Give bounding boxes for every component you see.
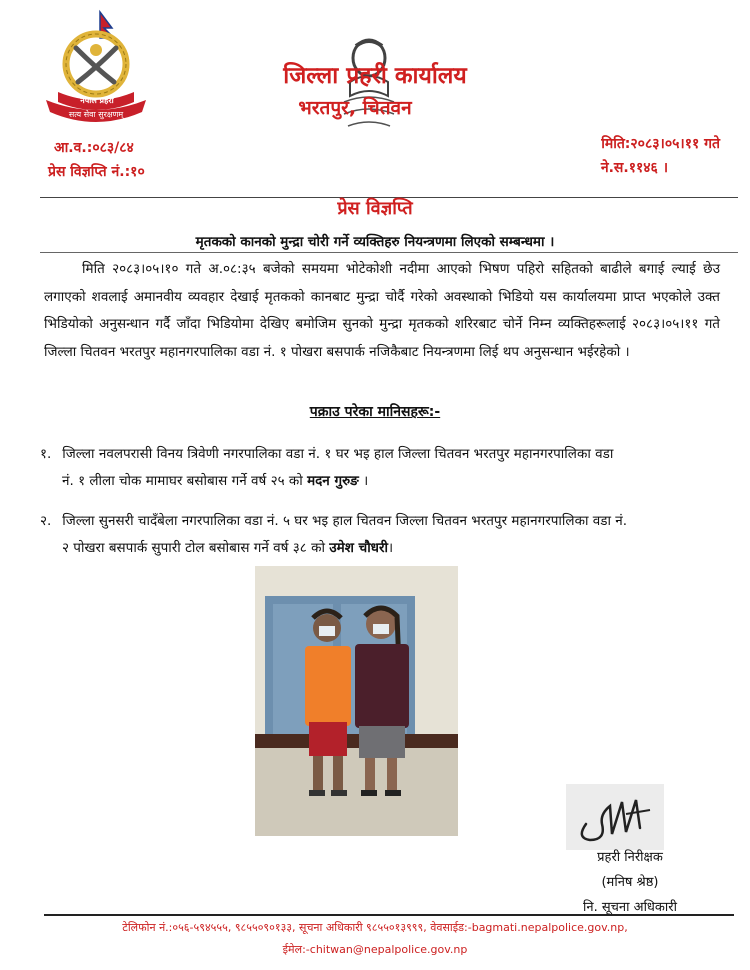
footer-email: ईमेल:-chitwan@nepalpolice.gov.np	[282, 943, 468, 956]
signatory-rank: प्रहरी निरीक्षक	[597, 850, 663, 865]
person-name: उमेश चौधरी	[329, 540, 389, 556]
office-location: भरतपुर, चितवन	[298, 97, 412, 119]
signatory-name: (मनिष श्रेष्ठ)	[601, 875, 659, 890]
release-subject: मृतकको कानको मुन्द्रा चोरी गर्ने व्यक्तिहरु नियन्त्रणमा लिएको सम्बन्धमा ।	[195, 234, 555, 250]
signature	[566, 784, 664, 850]
nepal-samvat-number: ने.स.११४६ ।	[600, 160, 668, 176]
person-address-line2: नं. १ लीला चोक मामाघर बसोबास गर्ने वर्ष २५ को	[62, 473, 308, 489]
office-title: जिल्ला प्रहरी कार्यालय	[283, 63, 467, 89]
subject-divider	[40, 252, 738, 253]
person-address-line1: जिल्ला सुनसरी चादँबेला नगरपालिका वडा नं. ५ घर भइ हाल चितवन जिल्ला चितवन भरतपुर महानगरपालिका वडा नं.	[62, 513, 628, 529]
arrested-persons-photo	[255, 566, 458, 836]
person-name: मदन गुरुङ	[307, 473, 359, 489]
person-end: ।	[363, 473, 369, 489]
release-body-text: मिति २०८३।०५।१० गते अ.०८:३५ बजेको समयमा भोटेकोशी नदीमा आएको भिषण पहिरो सहितको बाढीले बगाई ल्याई छेउ लगाएको शवलाई अमानवीय व्यवहार देखाई मृतकको कानबाट मुन्द्रा चोर्दै गरेको अवस्थाको भिडियो यस कार्यालयमा प्राप्त भएकोले उक्त भिडियोको अनुसन्धान गर्दै जाँदा भिडियोमा देखिए बमोजिम सुनको मुन्द्रा मृतकको शरिरबाट चोर्ने निम्न व्यक्तिहरूलाई २०८३।०५।११ गते जिल्ला चितवन भरतपुर महानगरपालिका वडा नं. १ पोखरा बसपार्क नजिकैबाट नियन्त्रणमा लिई थप अनुसन्धान भईरहेको ।	[44, 261, 720, 360]
arrested-person-2	[40, 508, 730, 562]
fiscal-year: आ.व.:०८३/८४	[54, 140, 134, 156]
arrested-heading: पक्राउ परेका मानिसहरू:-	[309, 404, 441, 420]
emblem-ribbon-text: नेपाल प्रहरी	[80, 96, 114, 105]
left-meta	[48, 136, 145, 184]
release-body	[44, 256, 720, 366]
arrested-person-1	[40, 441, 730, 495]
press-release-title: प्रेस विज्ञप्ति	[337, 198, 413, 219]
signatory-block	[560, 845, 700, 920]
signatory-role: नि. सूचना अधिकारी	[583, 900, 677, 915]
footer-contact: टेलिफोन नं.:०५६-५९४५५५, ९८५५०९०१३३, सूचना अधिकारी ९८५५०१३९९९, वेवसाईड:-bagmati.nepalpolice.gov.np,	[122, 921, 628, 934]
press-release-number: प्रेस विज्ञप्ति नं.:१०	[48, 164, 145, 180]
person-end: ।	[388, 540, 394, 556]
right-meta	[540, 132, 720, 180]
person-number: २.	[40, 513, 52, 529]
person-number: १.	[40, 446, 52, 462]
release-date: मिति:२०८३।०५।११ गते	[601, 136, 720, 152]
emblem-motto: सत्य सेवा सुरक्षणम्	[68, 110, 124, 119]
person-address-line2: २ पोखरा बसपार्क सुपारी टोल बसोबास गर्ने वर्ष ३८ को	[62, 540, 330, 556]
person-address-line1: जिल्ला नवलपरासी विनय त्रिवेणी नगरपालिका वडा नं. १ घर भइ हाल जिल्ला चितवन भरतपुर महानगरपालिका वडा	[62, 446, 614, 462]
footer-divider	[44, 914, 734, 916]
